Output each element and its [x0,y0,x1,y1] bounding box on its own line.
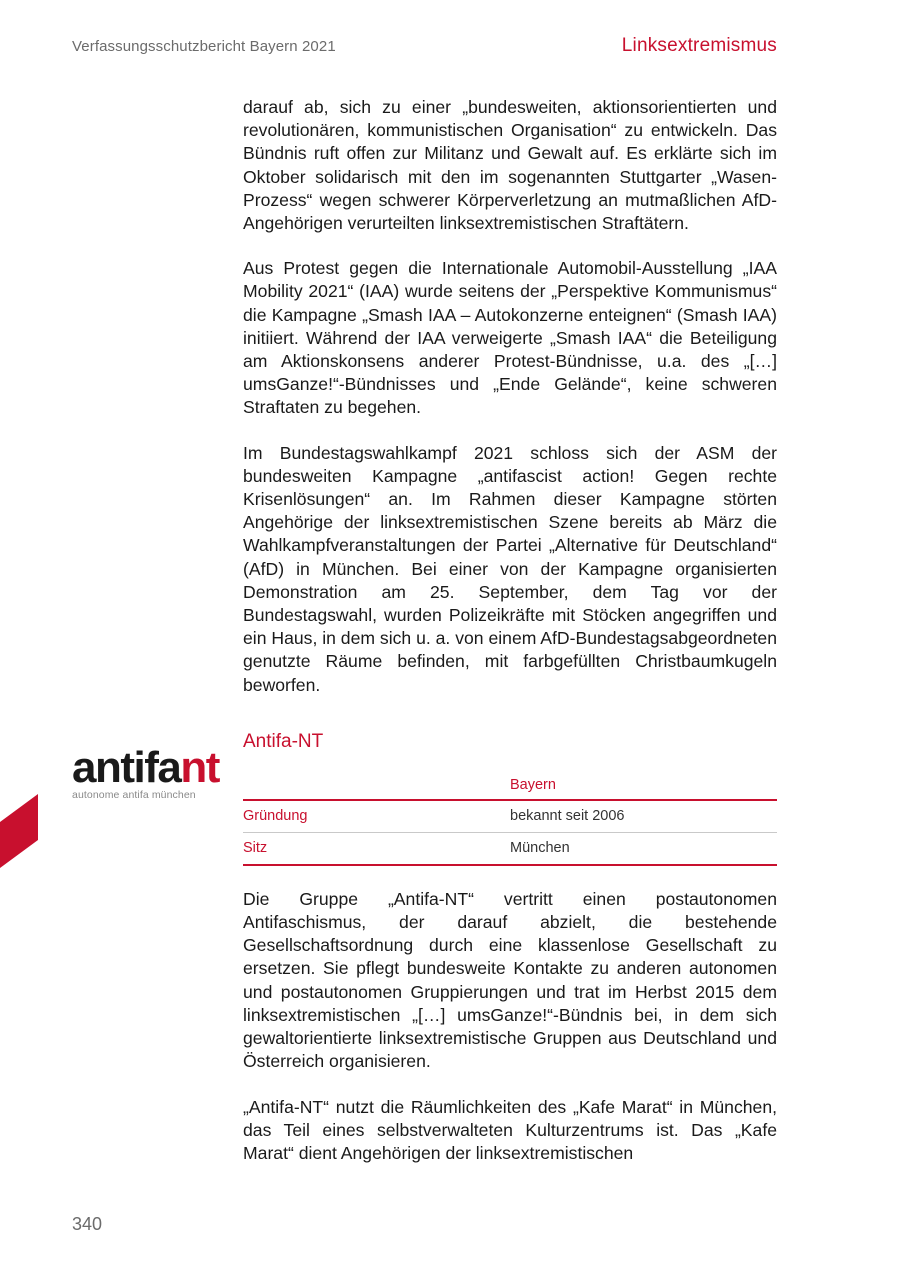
section-heading: Antifa-NT [243,730,324,752]
logo-subtitle: autonome antifa münchen [72,789,196,801]
logo-wordmark-main: antifa [72,743,181,792]
logo-wordmark-accent: nt [180,743,219,792]
paragraph: Aus Protest gegen die Internationale Automobil-Ausstellung „IAA Mobility 2021“ (IAA) wurde seitens der „Perspektive Kommunismus“ die Kampagne „Smash IAA – Autokonzerne enteignen“ (Smash IAA) initiiert. Während der IAA verweigerte „Smash IAA“ die Beteiligung am Aktionskonsens anderer Protest-Bündnisse, u.a. des „[…] umsGanze!“-Bündnisses und „Ende Gelände“, keine schweren Straftaten zu begehen. [243,258,777,418]
table-header-region: Bayern [510,777,777,800]
paragraph: Im Bundestagswahlkampf 2021 schloss sich der ASM der bundesweiten Kampagne „antifascist action! Gegen rechte Krisenlösungen“ an. Im Rahmen dieser Kampagne störten Angehörige der linksextremistischen Szene bereits ab März die Wahlkampfveranstaltungen der Partei „Alternative für Deutschland“ (AfD) in München. Bei einer von der Kampagne organisierten Demonstration am 25. September, dem Tag vor der Bundestagswahl, wurden Polizeikräfte mit Stöcken angegriffen und ein Haus, in dem sich u. a. von einem AfD-Bundestagsabgeordneten genutzte Räume befinden, mit farbgefüllten Christbaumkugeln beworfen. [243,442,778,695]
table-row [243,800,777,833]
paragraph: darauf ab, sich zu einer „bundesweiten, aktionsorientierten und revolutionären, kommunistischen Organisation“ zu entwickeln. Das Bündnis ruft offen zur Militanz und Gewalt auf. Es erklärte sich im Oktober solidarisch mit den im sogenannten Stuttgarter „Wasen-Prozess“ wegen schwerer Körperverletzung an mutmaßlichen AfD-Angehörigen verurteilten linksextremistischen Straftätern. [243,97,777,234]
facts-table [243,777,777,866]
table-row [243,832,777,865]
chapter-tab-marker [0,794,38,868]
paragraph: „Antifa-NT“ nutzt die Räumlichkeiten des „Kafe Marat“ in München, das Teil eines selbstverwalteten Kulturzentrums ist. Das „Kafe Marat“ dient Angehörigen der linksextremistischen [243,1096,777,1163]
paragraph: Die Gruppe „Antifa-NT“ vertritt einen postautonomen Antifaschismus, der darauf abzielt, die bestehende Gesellschaftsordnung durch eine klassenlose Gesellschaft zu ersetzen. Sie pflegt bundesweite Kontakte zu anderen autonomen und postautonomen Gruppierungen und trat im Herbst 2015 dem linksextremistischen „[…] umsGanze!“-Bündnis bei, in dem sich gewaltorientierte linksextremistische Gruppen aus Deutschland und Österreich organisieren. [243,888,777,1072]
main-content [243,96,777,1187]
antifa-nt-logo [72,743,219,801]
row-value: bekannt seit 2006 [510,800,777,833]
running-header-chapter: Linksextremismus [621,35,777,56]
table-header-empty [243,777,510,800]
running-header-title: Verfassungsschutzbericht Bayern 2021 [72,38,336,55]
row-label: Gründung [243,800,510,833]
row-value: München [510,832,777,865]
row-label: Sitz [243,832,510,865]
logo-wordmark [72,743,219,792]
page-number: 340 [72,1214,103,1234]
